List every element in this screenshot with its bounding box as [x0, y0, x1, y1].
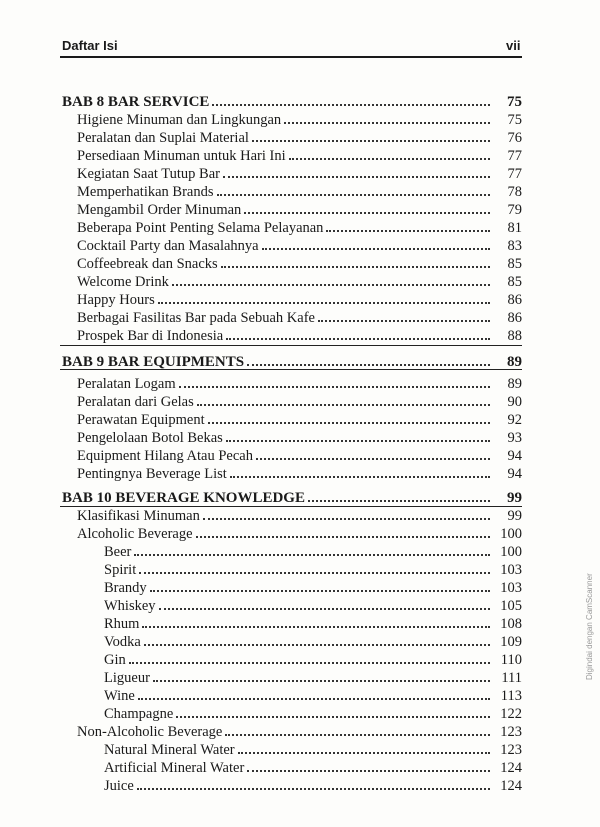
toc-entry — [77, 504, 522, 522]
dot-leader — [196, 522, 490, 538]
entry-title: Equipment Hilang Atau Pecah — [77, 448, 253, 464]
entry-page-number: 88 — [507, 328, 522, 344]
dot-leader — [139, 558, 490, 574]
entry-page-number: 103 — [500, 562, 522, 578]
toc-entry — [104, 684, 522, 702]
entry-title: Peralatan dan Suplai Material — [77, 130, 249, 146]
entry-title: Happy Hours — [77, 292, 155, 308]
entry-page-number: 86 — [507, 292, 522, 308]
toc-entry — [77, 288, 522, 306]
entry-page-number: 81 — [507, 220, 522, 236]
entry-page-number: 86 — [507, 310, 522, 326]
toc-entry — [77, 522, 522, 540]
entry-title: Cocktail Party dan Masalahnya — [77, 238, 259, 254]
chapter-entry — [62, 350, 522, 368]
entry-page-number: 76 — [507, 130, 522, 146]
dot-leader — [326, 216, 490, 232]
dot-leader — [134, 540, 490, 556]
toc-entry — [104, 648, 522, 666]
toc-entry — [77, 372, 522, 390]
dot-leader — [252, 126, 490, 142]
toc-entry — [77, 108, 522, 126]
toc-entry — [104, 702, 522, 720]
scanner-watermark: Digindai dengan CamScanner — [585, 573, 594, 680]
entry-title: Natural Mineral Water — [104, 742, 235, 758]
dot-leader — [203, 504, 490, 520]
entry-page-number: 94 — [507, 466, 522, 482]
toc-entry — [104, 738, 522, 756]
toc-entry — [77, 162, 522, 180]
running-header-page-number: vii — [506, 38, 521, 53]
toc-entry — [77, 252, 522, 270]
entry-page-number: 122 — [500, 706, 522, 722]
entry-page-number: 92 — [507, 412, 522, 428]
toc-entry — [104, 594, 522, 612]
chapter-entry — [62, 90, 522, 108]
entry-title: Memperhatikan Brands — [77, 184, 214, 200]
dot-leader — [138, 684, 490, 700]
dot-leader — [212, 90, 490, 106]
toc-entry — [77, 324, 522, 342]
toc-entry — [77, 426, 522, 444]
toc-entry — [77, 180, 522, 198]
toc-entry — [77, 444, 522, 462]
entry-title: Beer — [104, 544, 132, 560]
dot-leader — [230, 462, 490, 478]
entry-page-number: 89 — [507, 354, 522, 370]
dot-leader — [226, 324, 490, 340]
chapter-rule — [60, 345, 522, 346]
toc-entry — [77, 390, 522, 408]
entry-page-number: 75 — [507, 94, 522, 110]
toc-entry — [104, 666, 522, 684]
dot-leader — [217, 180, 490, 196]
entry-title: Peralatan Logam — [77, 376, 176, 392]
entry-page-number: 90 — [507, 394, 522, 410]
entry-title: Welcome Drink — [77, 274, 169, 290]
dot-leader — [159, 594, 490, 610]
dot-leader — [238, 738, 490, 754]
entry-page-number: 113 — [500, 688, 522, 704]
dot-leader — [158, 288, 490, 304]
dot-leader — [318, 306, 490, 322]
toc-entry — [104, 756, 522, 774]
dot-leader — [176, 702, 490, 718]
dot-leader — [221, 252, 490, 268]
entry-page-number: 79 — [507, 202, 522, 218]
dot-leader — [153, 666, 490, 682]
dot-leader — [225, 720, 490, 736]
entry-page-number: 85 — [507, 256, 522, 272]
entry-page-number: 99 — [507, 508, 522, 524]
toc-entry — [104, 540, 522, 558]
dot-leader — [208, 408, 490, 424]
toc-entry — [77, 462, 522, 480]
entry-title: Ligueur — [104, 670, 150, 686]
dot-leader — [226, 426, 490, 442]
entry-title: Pengelolaan Botol Bekas — [77, 430, 223, 446]
entry-page-number: 77 — [507, 166, 522, 182]
entry-title: Rhum — [104, 616, 140, 632]
entry-title: Berbagai Fasilitas Bar pada Sebuah Kafe — [77, 310, 315, 326]
entry-title: Perawatan Equipment — [77, 412, 205, 428]
toc-entry — [104, 558, 522, 576]
dot-leader — [144, 630, 490, 646]
entry-title: Vodka — [104, 634, 141, 650]
dot-leader — [284, 108, 490, 124]
dot-leader — [262, 234, 490, 250]
entry-title: Persediaan Minuman untuk Hari Ini — [77, 148, 286, 164]
entry-title: Mengambil Order Minuman — [77, 202, 242, 218]
entry-page-number: 83 — [507, 238, 522, 254]
entry-title: BAB 10 BEVERAGE KNOWLEDGE — [62, 490, 305, 506]
entry-title: Non-Alcoholic Beverage — [77, 724, 223, 740]
entry-page-number: 123 — [500, 724, 522, 740]
entry-title: Brandy — [104, 580, 147, 596]
entry-page-number: 94 — [507, 448, 522, 464]
toc-entry — [104, 612, 522, 630]
entry-title: BAB 8 BAR SERVICE — [62, 94, 210, 110]
dot-leader — [289, 144, 490, 160]
entry-page-number: 124 — [500, 778, 522, 794]
entry-page-number: 105 — [500, 598, 522, 614]
entry-title: Peralatan dari Gelas — [77, 394, 194, 410]
entry-title: Higiene Minuman dan Lingkungan — [77, 112, 282, 128]
toc-entry — [77, 126, 522, 144]
entry-page-number: 78 — [507, 184, 522, 200]
entry-title: Kegiatan Saat Tutup Bar — [77, 166, 220, 182]
dot-leader — [129, 648, 490, 664]
dot-leader — [197, 390, 490, 406]
toc-entry — [77, 720, 522, 738]
toc-entry — [77, 234, 522, 252]
chapter-entry — [62, 486, 522, 504]
entry-title: Klasifikasi Minuman — [77, 508, 200, 524]
entry-page-number: 93 — [507, 430, 522, 446]
entry-title: Artificial Mineral Water — [104, 760, 245, 776]
entry-page-number: 124 — [500, 760, 522, 776]
entry-page-number: 103 — [500, 580, 522, 596]
entry-title: Spirit — [104, 562, 137, 578]
entry-page-number: 99 — [507, 490, 522, 506]
entry-page-number: 111 — [501, 670, 522, 686]
running-header-title: Daftar Isi — [62, 38, 118, 53]
entry-title: Pentingnya Beverage List — [77, 466, 227, 482]
entry-title: Whiskey — [104, 598, 156, 614]
entry-page-number: 75 — [507, 112, 522, 128]
entry-page-number: 89 — [507, 376, 522, 392]
entry-title: BAB 9 BAR EQUIPMENTS — [62, 354, 245, 370]
entry-title: Wine — [104, 688, 135, 704]
dot-leader — [247, 756, 490, 772]
entry-page-number: 108 — [500, 616, 522, 632]
entry-page-number: 100 — [500, 526, 522, 542]
dot-leader — [308, 486, 490, 502]
entry-title: Beberapa Point Penting Selama Pelayanan — [77, 220, 324, 236]
entry-title: Juice — [104, 778, 134, 794]
entry-page-number: 109 — [500, 634, 522, 650]
entry-page-number: 110 — [500, 652, 522, 668]
entry-title: Alcoholic Beverage — [77, 526, 193, 542]
dot-leader — [142, 612, 490, 628]
toc-entry — [77, 198, 522, 216]
toc-entry — [77, 408, 522, 426]
toc-entry — [77, 270, 522, 288]
entry-page-number: 123 — [500, 742, 522, 758]
entry-page-number: 77 — [507, 148, 522, 164]
dot-leader — [179, 372, 490, 388]
dot-leader — [150, 576, 490, 592]
toc-entry — [77, 144, 522, 162]
dot-leader — [256, 444, 490, 460]
entry-page-number: 100 — [500, 544, 522, 560]
toc-entry — [77, 306, 522, 324]
dot-leader — [223, 162, 490, 178]
entry-title: Champagne — [104, 706, 174, 722]
dot-leader — [244, 198, 490, 214]
entry-title: Gin — [104, 652, 126, 668]
entry-title: Coffeebreak dan Snacks — [77, 256, 218, 272]
dot-leader — [172, 270, 490, 286]
toc-entry — [77, 216, 522, 234]
dot-leader — [247, 350, 490, 366]
header-rule — [60, 56, 522, 58]
toc-entry — [104, 774, 522, 792]
toc-entry — [104, 576, 522, 594]
dot-leader — [137, 774, 490, 790]
toc-entry — [104, 630, 522, 648]
entry-page-number: 85 — [507, 274, 522, 290]
entry-title: Prospek Bar di Indonesia — [77, 328, 224, 344]
